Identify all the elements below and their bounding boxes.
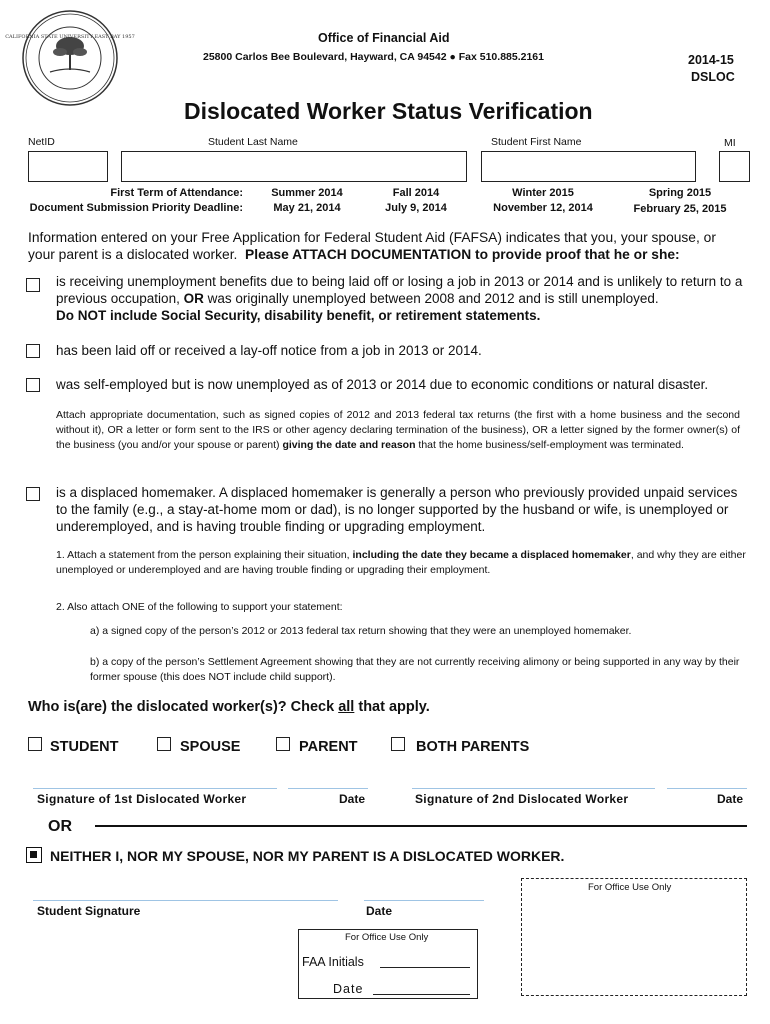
homemaker-step-2a: a) a signed copy of the person’s 2012 or 2013 federal tax return showing that they were an unemployed homemaker.: [90, 625, 632, 637]
option-self-employed-text: was self-employed but is now unemployed as of 2013 or 2014 due to economic conditions or natural disaster.: [56, 377, 709, 392]
term-spring: Spring 2015: [648, 187, 712, 199]
option-homemaker-checkbox[interactable]: [26, 487, 40, 501]
deadline-summer: May 21, 2014: [273, 202, 341, 214]
student-checkbox[interactable]: [28, 737, 42, 751]
office-address: 25800 Carlos Bee Boulevard, Hayward, CA 94542 ● Fax 510.885.2161: [203, 51, 544, 63]
who-question: Who is(are) the dislocated worker(s)? Check all that apply.: [28, 699, 430, 715]
office-use-box-right: [521, 878, 747, 996]
neither-label: NEITHER I, NOR MY SPOUSE, NOR MY PARENT IS A DISLOCATED WORKER.: [50, 848, 565, 864]
deadline-label: Document Submission Priority Deadline:: [29, 202, 243, 214]
option-unemployment-text: is receiving unemployment benefits due to being laid off or losing a job in 2013 or 2014 and is unlikely to return to a previous occupation, OR was originally unemployed between 2008 and 2012 and is still unemployed. Do NOT include Social Security, disability benefit, or retirement statements.: [56, 274, 743, 323]
option-layoff-text: has been laid off or received a lay-off notice from a job in 2013 or 2014.: [56, 343, 482, 358]
or-label: OR: [48, 818, 72, 835]
sig1-label: Signature of 1st Dislocated Worker: [37, 792, 247, 806]
sig2-line[interactable]: [412, 788, 655, 789]
page-title: Dislocated Worker Status Verification: [184, 98, 593, 124]
option-self-employed-checkbox[interactable]: [26, 378, 40, 392]
both-parents-choice-label: BOTH PARENTS: [416, 739, 530, 755]
term-winter: Winter 2015: [512, 187, 574, 199]
last-name-label: Student Last Name: [208, 136, 298, 148]
parent-checkbox[interactable]: [276, 737, 290, 751]
sig2-label: Signature of 2nd Dislocated Worker: [415, 792, 629, 806]
student-sig-label: Student Signature: [37, 904, 141, 918]
parent-choice-label: PARENT: [299, 739, 358, 755]
self-employed-docs: Attach appropriate documentation, such as signed copies of 2012 and 2013 federal tax returns (the first with a home business and the second without it), OR a letter or form sent to the IRS or other agency declaring termination of the business), OR a letter signed by the former owner(s) of the business (you and/or your spouse or parent) giving the date and reason that the home business/self-employment was terminated.: [56, 409, 740, 451]
seal-year: CALIFORNIA STATE UNIVERSITY EAST BAY 1957: [5, 34, 135, 40]
neither-check-mark: [30, 851, 37, 858]
first-name-label: Student First Name: [491, 136, 582, 148]
option-unemployment-note: Do NOT include Social Security, disability benefit, or retirement statements.: [56, 308, 541, 323]
form-code: DSLOC: [691, 70, 735, 84]
office-date-line[interactable]: [373, 994, 470, 995]
office-use-label: For Office Use Only: [345, 932, 429, 943]
office-date-label: Date: [333, 982, 364, 996]
office-name: Office of Financial Aid: [318, 31, 450, 45]
option-layoff-checkbox[interactable]: [26, 344, 40, 358]
student-sig-line[interactable]: [33, 900, 338, 901]
option-unemployment-checkbox[interactable]: [26, 278, 40, 292]
or-divider: [95, 825, 747, 827]
homemaker-step-2: 2. Also attach ONE of the following to support your statement:: [56, 601, 343, 613]
term-summer: Summer 2014: [271, 187, 343, 199]
deadline-spring: February 25, 2015: [633, 203, 727, 215]
both-parents-checkbox[interactable]: [391, 737, 405, 751]
term-label: First Term of Attendance:: [110, 187, 243, 199]
seal-icon: [5, 8, 135, 108]
faa-initials-line[interactable]: [380, 967, 470, 968]
intro-text: Information entered on your Free Application for Federal Student Aid (FAFSA) indicates that you, your spouse, or your parent is a dislocated worker.: [28, 230, 716, 262]
student-date-line[interactable]: [364, 900, 484, 901]
homemaker-step-2b: b) a copy of the person’s Settlement Agreement showing that they are not currently receiving alimony or being supported in any way by their former spouse (this does NOT include child support).: [90, 656, 740, 683]
term-fall: Fall 2014: [392, 187, 440, 199]
date1-label: Date: [339, 792, 366, 806]
sig1-line[interactable]: [33, 788, 277, 789]
homemaker-step-1: 1. Attach a statement from the person explaining their situation, including the date they became a displaced homemaker, and why they are either unemployed or underemployed and are having trouble finding or upgrading their employment.: [56, 549, 746, 576]
mi-input[interactable]: [719, 151, 750, 182]
deadline-winter: November 12, 2014: [493, 202, 593, 214]
deadline-fall: July 9, 2014: [385, 202, 447, 214]
first-name-input[interactable]: [481, 151, 696, 182]
intro-paragraph: [28, 229, 744, 263]
student-choice-label: STUDENT: [50, 739, 119, 755]
option-homemaker-text: is a displaced homemaker. A displaced homemaker is generally a person who previously provided unpaid services to the family (e.g., a stay-at-home mom or dad), is no longer supported by the husband or wife, is unemployed or underemployed, and is having trouble finding or upgrading employment.: [56, 485, 738, 534]
aid-year: 2014-15: [688, 53, 734, 67]
student-date-label: Date: [366, 904, 393, 918]
netid-label: NetID: [28, 136, 55, 148]
date2-label: Date: [717, 792, 744, 806]
netid-input[interactable]: [28, 151, 108, 182]
intro-bold: Please ATTACH DOCUMENTATION to provide proof that he or she:: [245, 247, 680, 262]
spouse-checkbox[interactable]: [157, 737, 171, 751]
neither-checkbox[interactable]: [26, 847, 42, 863]
spouse-choice-label: SPOUSE: [180, 739, 241, 755]
faa-initials-label: FAA Initials: [302, 955, 364, 969]
mi-label: MI: [724, 137, 736, 149]
date2-line[interactable]: [667, 788, 747, 789]
university-seal: [5, 8, 135, 108]
date1-line[interactable]: [288, 788, 368, 789]
office-use-label-right: For Office Use Only: [588, 882, 672, 893]
last-name-input[interactable]: [121, 151, 467, 182]
